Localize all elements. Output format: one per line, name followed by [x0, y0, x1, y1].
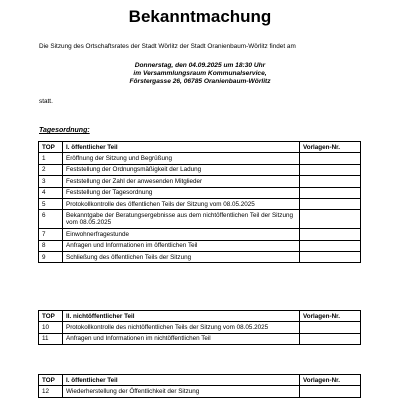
top-number: 3: [39, 176, 63, 187]
agenda-table-public-resumed: [38, 374, 361, 398]
top-number: 12: [39, 386, 63, 397]
vorlagen-nr-cell: [300, 199, 361, 210]
top-number: 1: [39, 153, 63, 164]
top-number: 7: [39, 229, 63, 240]
top-number: 5: [39, 199, 63, 210]
statt-text: statt.: [39, 98, 53, 105]
agenda-item-text: Feststellung der Zahl der anwesenden Mitglieder: [63, 176, 300, 187]
meeting-details: [0, 62, 400, 86]
vorlagen-nr-cell: [300, 240, 361, 251]
meeting-address: Förstergasse 26, 06785 Oranienbaum-Wörlitz: [129, 78, 271, 85]
vorlagen-nr-cell: [300, 322, 361, 333]
agenda-table-public: [38, 141, 361, 263]
table-row: [39, 333, 361, 344]
agenda-item-text: Bekanntgabe der Beratungsergebnisse aus dem nichtöffentlichen Teil der Sitzung vom 08.05.2025: [63, 210, 300, 229]
agenda-item-text: Protokollkontrolle des öffentlichen Teils der Sitzung vom 08.05.2025: [63, 199, 300, 210]
vorlagen-nr-cell: [300, 153, 361, 164]
vorlagen-nr-cell: [300, 187, 361, 198]
vorlagen-nr-cell: [300, 164, 361, 175]
header-vorlagen-nr: Vorlagen-Nr.: [300, 375, 361, 386]
agenda-item-text: Wiederherstellung der Öffentlichkeit der Sitzung: [63, 386, 300, 397]
agenda-item-text: Eröffnung der Sitzung und Begrüßung: [63, 153, 300, 164]
header-top: TOP: [39, 142, 63, 153]
header-top: TOP: [39, 311, 63, 322]
table-row: [39, 240, 361, 251]
agenda-table-nonpublic: [38, 310, 361, 345]
header-section: I. öffentlicher Teil: [63, 375, 300, 386]
header-top: TOP: [39, 375, 63, 386]
top-number: 8: [39, 240, 63, 251]
top-number: 10: [39, 322, 63, 333]
vorlagen-nr-cell: [300, 252, 361, 263]
table-row: [39, 252, 361, 263]
header-vorlagen-nr: Vorlagen-Nr.: [300, 311, 361, 322]
vorlagen-nr-cell: [300, 176, 361, 187]
top-number: 4: [39, 187, 63, 198]
table-header-row: [39, 311, 361, 322]
table-row: [39, 153, 361, 164]
top-number: 6: [39, 210, 63, 229]
table-row: [39, 199, 361, 210]
table-row: [39, 187, 361, 198]
header-section: II. nichtöffentlicher Teil: [63, 311, 300, 322]
header-section: I. öffentlicher Teil: [63, 142, 300, 153]
top-number: 9: [39, 252, 63, 263]
table-header-row: [39, 142, 361, 153]
vorlagen-nr-cell: [300, 386, 361, 397]
meeting-venue: im Versammlungsraum Kommunalservice,: [133, 70, 267, 77]
table-row: [39, 229, 361, 240]
header-vorlagen-nr: Vorlagen-Nr.: [300, 142, 361, 153]
agenda-item-text: Anfragen und Informationen im öffentlichen Teil: [63, 240, 300, 251]
table-row: [39, 176, 361, 187]
table-header-row: [39, 375, 361, 386]
table-row: [39, 386, 361, 397]
vorlagen-nr-cell: [300, 210, 361, 229]
top-number: 2: [39, 164, 63, 175]
meeting-date: Donnerstag, den 04.09.2025 um 18:30 Uhr: [134, 62, 266, 69]
agenda-item-text: Feststellung der Ordnungsmäßigkeit der Ladung: [63, 164, 300, 175]
agenda-heading: Tagesordnung:: [39, 127, 90, 134]
intro-text: Die Sitzung des Ortschaftsrates der Stadt Wörlitz der Stadt Oranienbaum-Wörlitz findet am: [39, 43, 296, 50]
agenda-item-text: Einwohnerfragestunde: [63, 229, 300, 240]
top-number: 11: [39, 333, 63, 344]
document-title: Bekanntmachung: [128, 7, 272, 26]
table-row: [39, 210, 361, 229]
agenda-item-text: Protokollkontrolle des nichtöffentlichen Teils der Sitzung vom 08.05.2025: [63, 322, 300, 333]
agenda-item-text: Schließung des öffentlichen Teils der Sitzung: [63, 252, 300, 263]
vorlagen-nr-cell: [300, 333, 361, 344]
agenda-item-text: Feststellung der Tagesordnung: [63, 187, 300, 198]
vorlagen-nr-cell: [300, 229, 361, 240]
table-row: [39, 322, 361, 333]
table-row: [39, 164, 361, 175]
agenda-item-text: Anfragen und Informationen im nichtöffentlichen Teil: [63, 333, 300, 344]
